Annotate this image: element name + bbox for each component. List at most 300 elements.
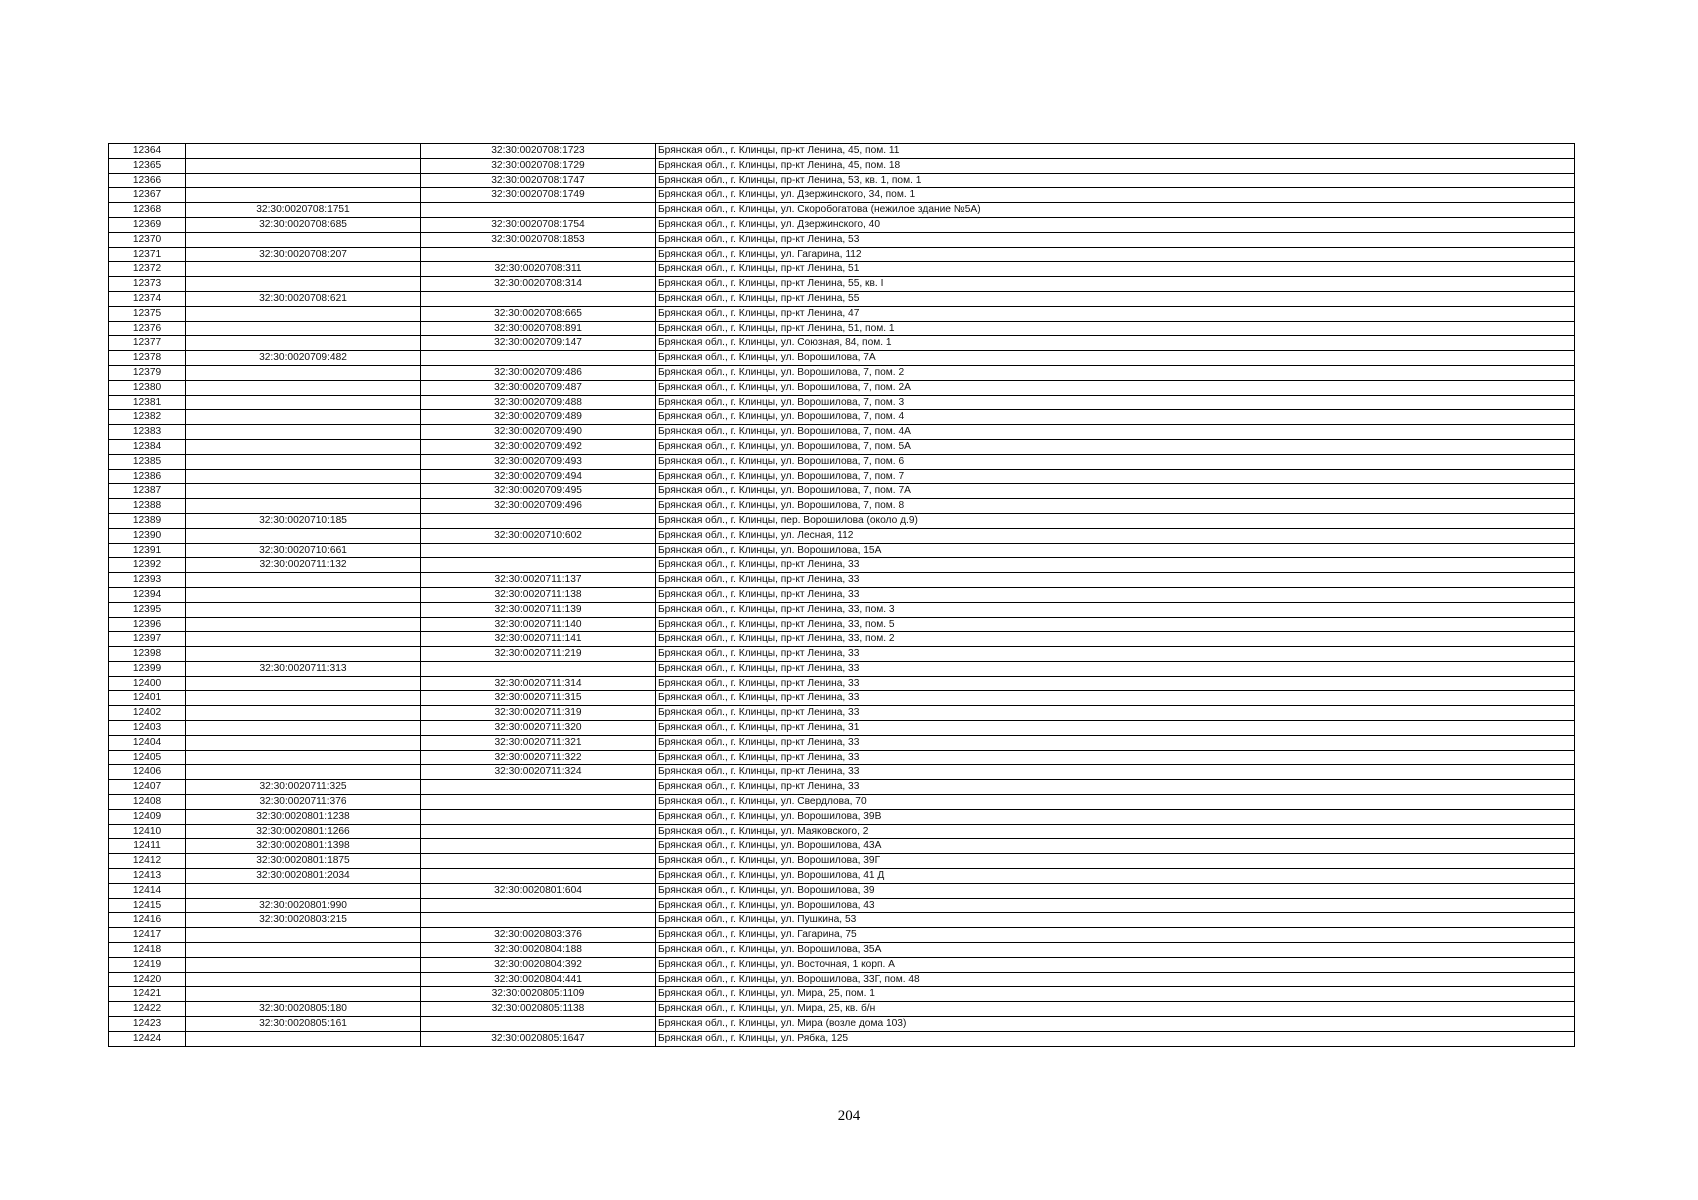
row-number-cell: 12382	[109, 410, 186, 425]
land-cadastral-number-cell	[186, 972, 421, 987]
object-cadastral-number-cell	[421, 795, 656, 810]
land-cadastral-number-cell	[186, 439, 421, 454]
object-cadastral-number-cell: 32:30:0020711:324	[421, 765, 656, 780]
land-cadastral-number-cell	[186, 410, 421, 425]
object-cadastral-number-cell: 32:30:0020711:322	[421, 750, 656, 765]
address-cell: Брянская обл., г. Клинцы, пр-кт Ленина, 53, кв. 1, пом. 1	[656, 173, 1575, 188]
object-cadastral-number-cell: 32:30:0020804:441	[421, 972, 656, 987]
object-cadastral-number-cell: 32:30:0020708:311	[421, 262, 656, 277]
address-cell: Брянская обл., г. Клинцы, пр-кт Ленина, 45, пом. 11	[656, 144, 1575, 159]
land-cadastral-number-cell	[186, 306, 421, 321]
address-cell: Брянская обл., г. Клинцы, пр-кт Ленина, 45, пом. 18	[656, 158, 1575, 173]
address-cell: Брянская обл., г. Клинцы, пр-кт Ленина, 33	[656, 587, 1575, 602]
address-cell: Брянская обл., г. Клинцы, ул. Ворошилова, 43	[656, 898, 1575, 913]
table-row	[109, 454, 1575, 469]
row-number-cell: 12381	[109, 395, 186, 410]
object-cadastral-number-cell: 32:30:0020709:495	[421, 484, 656, 499]
address-cell: Брянская обл., г. Клинцы, ул. Восточная, 1 корп. А	[656, 957, 1575, 972]
row-number-cell: 12396	[109, 617, 186, 632]
address-cell: Брянская обл., г. Клинцы, ул. Дзержинского, 34, пом. 1	[656, 188, 1575, 203]
table-row	[109, 765, 1575, 780]
address-cell: Брянская обл., г. Клинцы, ул. Ворошилова, 7, пом. 5А	[656, 439, 1575, 454]
row-number-cell: 12416	[109, 913, 186, 928]
object-cadastral-number-cell	[421, 291, 656, 306]
table-row	[109, 1017, 1575, 1032]
row-number-cell: 12377	[109, 336, 186, 351]
land-cadastral-number-cell	[186, 277, 421, 292]
land-cadastral-number-cell	[186, 987, 421, 1002]
registry-table	[108, 143, 1575, 1047]
object-cadastral-number-cell: 32:30:0020711:320	[421, 721, 656, 736]
address-cell: Брянская обл., г. Клинцы, пр-кт Ленина, 33	[656, 558, 1575, 573]
row-number-cell: 12423	[109, 1017, 186, 1032]
table-row	[109, 632, 1575, 647]
land-cadastral-number-cell	[186, 691, 421, 706]
table-row	[109, 217, 1575, 232]
row-number-cell: 12391	[109, 543, 186, 558]
land-cadastral-number-cell: 32:30:0020708:207	[186, 247, 421, 262]
row-number-cell: 12394	[109, 587, 186, 602]
row-number-cell: 12384	[109, 439, 186, 454]
table-row	[109, 1002, 1575, 1017]
land-cadastral-number-cell: 32:30:0020711:325	[186, 780, 421, 795]
land-cadastral-number-cell: 32:30:0020801:1266	[186, 824, 421, 839]
row-number-cell: 12419	[109, 957, 186, 972]
table-row	[109, 987, 1575, 1002]
table-row	[109, 735, 1575, 750]
page-number: 204	[837, 1108, 861, 1124]
land-cadastral-number-cell	[186, 883, 421, 898]
address-cell: Брянская обл., г. Клинцы, пр-кт Ленина, 33	[656, 706, 1575, 721]
object-cadastral-number-cell	[421, 203, 656, 218]
object-cadastral-number-cell: 32:30:0020709:487	[421, 380, 656, 395]
row-number-cell: 12408	[109, 795, 186, 810]
land-cadastral-number-cell	[186, 1031, 421, 1046]
land-cadastral-number-cell	[186, 469, 421, 484]
address-cell: Брянская обл., г. Клинцы, ул. Ворошилова, 7, пом. 4	[656, 410, 1575, 425]
address-cell: Брянская обл., г. Клинцы, ул. Ворошилова, 7, пом. 4А	[656, 425, 1575, 440]
table-row	[109, 913, 1575, 928]
object-cadastral-number-cell	[421, 247, 656, 262]
table-row	[109, 395, 1575, 410]
object-cadastral-number-cell	[421, 854, 656, 869]
row-number-cell: 12398	[109, 647, 186, 662]
object-cadastral-number-cell: 32:30:0020711:141	[421, 632, 656, 647]
address-cell: Брянская обл., г. Клинцы, ул. Лесная, 112	[656, 528, 1575, 543]
address-cell: Брянская обл., г. Клинцы, ул. Ворошилова, 7А	[656, 351, 1575, 366]
land-cadastral-number-cell: 32:30:0020801:990	[186, 898, 421, 913]
address-cell: Брянская обл., г. Клинцы, ул. Ворошилова, 39В	[656, 809, 1575, 824]
table-row	[109, 528, 1575, 543]
address-cell: Брянская обл., г. Клинцы, ул. Гагарина, 75	[656, 928, 1575, 943]
address-cell: Брянская обл., г. Клинцы, ул. Ворошилова, 7, пом. 2А	[656, 380, 1575, 395]
land-cadastral-number-cell	[186, 587, 421, 602]
row-number-cell: 12373	[109, 277, 186, 292]
object-cadastral-number-cell	[421, 661, 656, 676]
land-cadastral-number-cell	[186, 499, 421, 514]
table-row	[109, 306, 1575, 321]
row-number-cell: 12410	[109, 824, 186, 839]
table-row	[109, 336, 1575, 351]
land-cadastral-number-cell: 32:30:0020708:685	[186, 217, 421, 232]
table-row	[109, 410, 1575, 425]
table-row	[109, 1031, 1575, 1046]
table-row	[109, 943, 1575, 958]
land-cadastral-number-cell: 32:30:0020708:621	[186, 291, 421, 306]
land-cadastral-number-cell	[186, 602, 421, 617]
land-cadastral-number-cell: 32:30:0020711:132	[186, 558, 421, 573]
object-cadastral-number-cell: 32:30:0020709:489	[421, 410, 656, 425]
table-row	[109, 795, 1575, 810]
table-row	[109, 247, 1575, 262]
address-cell: Брянская обл., г. Клинцы, ул. Ворошилова, 7, пом. 7	[656, 469, 1575, 484]
table-row	[109, 824, 1575, 839]
object-cadastral-number-cell: 32:30:0020805:1138	[421, 1002, 656, 1017]
row-number-cell: 12378	[109, 351, 186, 366]
row-number-cell: 12388	[109, 499, 186, 514]
address-cell: Брянская обл., г. Клинцы, ул. Рябка, 125	[656, 1031, 1575, 1046]
table-row	[109, 750, 1575, 765]
row-number-cell: 12395	[109, 602, 186, 617]
address-cell: Брянская обл., г. Клинцы, пер. Ворошилова (около д.9)	[656, 513, 1575, 528]
row-number-cell: 12417	[109, 928, 186, 943]
row-number-cell: 12406	[109, 765, 186, 780]
address-cell: Брянская обл., г. Клинцы, пр-кт Ленина, 51, пом. 1	[656, 321, 1575, 336]
table-row	[109, 439, 1575, 454]
address-cell: Брянская обл., г. Клинцы, пр-кт Ленина, 33	[656, 750, 1575, 765]
registry-table-body	[109, 144, 1575, 1047]
object-cadastral-number-cell: 32:30:0020804:392	[421, 957, 656, 972]
object-cadastral-number-cell: 32:30:0020711:139	[421, 602, 656, 617]
object-cadastral-number-cell: 32:30:0020708:1749	[421, 188, 656, 203]
row-number-cell: 12389	[109, 513, 186, 528]
land-cadastral-number-cell	[186, 928, 421, 943]
address-cell: Брянская обл., г. Клинцы, ул. Ворошилова, 33Г, пом. 48	[656, 972, 1575, 987]
address-cell: Брянская обл., г. Клинцы, пр-кт Ленина, 33	[656, 691, 1575, 706]
row-number-cell: 12393	[109, 573, 186, 588]
object-cadastral-number-cell: 32:30:0020709:147	[421, 336, 656, 351]
object-cadastral-number-cell: 32:30:0020804:188	[421, 943, 656, 958]
table-row	[109, 484, 1575, 499]
address-cell: Брянская обл., г. Клинцы, ул. Скоробогатова (нежилое здание №5А)	[656, 203, 1575, 218]
address-cell: Брянская обл., г. Клинцы, ул. Ворошилова, 7, пом. 2	[656, 365, 1575, 380]
land-cadastral-number-cell	[186, 365, 421, 380]
object-cadastral-number-cell	[421, 809, 656, 824]
row-number-cell: 12401	[109, 691, 186, 706]
table-row	[109, 869, 1575, 884]
table-row	[109, 321, 1575, 336]
land-cadastral-number-cell	[186, 735, 421, 750]
table-row	[109, 587, 1575, 602]
table-row	[109, 158, 1575, 173]
table-row	[109, 854, 1575, 869]
row-number-cell: 12405	[109, 750, 186, 765]
object-cadastral-number-cell	[421, 824, 656, 839]
land-cadastral-number-cell	[186, 395, 421, 410]
row-number-cell: 12407	[109, 780, 186, 795]
object-cadastral-number-cell: 32:30:0020711:140	[421, 617, 656, 632]
table-row	[109, 883, 1575, 898]
table-row	[109, 188, 1575, 203]
address-cell: Брянская обл., г. Клинцы, ул. Маяковского, 2	[656, 824, 1575, 839]
row-number-cell: 12387	[109, 484, 186, 499]
table-row	[109, 957, 1575, 972]
address-cell: Брянская обл., г. Клинцы, ул. Пушкина, 53	[656, 913, 1575, 928]
row-number-cell: 12399	[109, 661, 186, 676]
address-cell: Брянская обл., г. Клинцы, пр-кт Ленина, 33	[656, 573, 1575, 588]
land-cadastral-number-cell: 32:30:0020801:1238	[186, 809, 421, 824]
table-row	[109, 661, 1575, 676]
address-cell: Брянская обл., г. Клинцы, пр-кт Ленина, 33	[656, 765, 1575, 780]
row-number-cell: 12403	[109, 721, 186, 736]
object-cadastral-number-cell	[421, 869, 656, 884]
object-cadastral-number-cell: 32:30:0020709:490	[421, 425, 656, 440]
object-cadastral-number-cell	[421, 513, 656, 528]
row-number-cell: 12420	[109, 972, 186, 987]
row-number-cell: 12385	[109, 454, 186, 469]
object-cadastral-number-cell: 32:30:0020801:604	[421, 883, 656, 898]
land-cadastral-number-cell	[186, 262, 421, 277]
table-row	[109, 144, 1575, 159]
registry-sheet	[108, 143, 1574, 1047]
land-cadastral-number-cell	[186, 484, 421, 499]
row-number-cell: 12368	[109, 203, 186, 218]
row-number-cell: 12400	[109, 676, 186, 691]
table-row	[109, 203, 1575, 218]
table-row	[109, 676, 1575, 691]
table-row	[109, 617, 1575, 632]
land-cadastral-number-cell	[186, 750, 421, 765]
table-row	[109, 573, 1575, 588]
row-number-cell: 12397	[109, 632, 186, 647]
land-cadastral-number-cell	[186, 632, 421, 647]
land-cadastral-number-cell: 32:30:0020710:661	[186, 543, 421, 558]
row-number-cell: 12421	[109, 987, 186, 1002]
land-cadastral-number-cell: 32:30:0020801:1398	[186, 839, 421, 854]
row-number-cell: 12409	[109, 809, 186, 824]
row-number-cell: 12364	[109, 144, 186, 159]
row-number-cell: 12418	[109, 943, 186, 958]
address-cell: Брянская обл., г. Клинцы, пр-кт Ленина, 33, пом. 3	[656, 602, 1575, 617]
row-number-cell: 12370	[109, 232, 186, 247]
address-cell: Брянская обл., г. Клинцы, ул. Свердлова, 70	[656, 795, 1575, 810]
object-cadastral-number-cell	[421, 839, 656, 854]
address-cell: Брянская обл., г. Клинцы, пр-кт Ленина, 55	[656, 291, 1575, 306]
table-row	[109, 469, 1575, 484]
address-cell: Брянская обл., г. Клинцы, ул. Ворошилова, 35А	[656, 943, 1575, 958]
row-number-cell: 12422	[109, 1002, 186, 1017]
object-cadastral-number-cell: 32:30:0020709:493	[421, 454, 656, 469]
table-row	[109, 839, 1575, 854]
address-cell: Брянская обл., г. Клинцы, пр-кт Ленина, 33	[656, 661, 1575, 676]
address-cell: Брянская обл., г. Клинцы, ул. Мира, 25, кв. б/н	[656, 1002, 1575, 1017]
object-cadastral-number-cell: 32:30:0020803:376	[421, 928, 656, 943]
address-cell: Брянская обл., г. Клинцы, пр-кт Ленина, 51	[656, 262, 1575, 277]
land-cadastral-number-cell	[186, 454, 421, 469]
table-row	[109, 173, 1575, 188]
row-number-cell: 12372	[109, 262, 186, 277]
object-cadastral-number-cell: 32:30:0020709:494	[421, 469, 656, 484]
object-cadastral-number-cell	[421, 543, 656, 558]
table-row	[109, 928, 1575, 943]
address-cell: Брянская обл., г. Клинцы, ул. Ворошилова, 39Г	[656, 854, 1575, 869]
table-row	[109, 380, 1575, 395]
object-cadastral-number-cell: 32:30:0020708:891	[421, 321, 656, 336]
row-number-cell: 12369	[109, 217, 186, 232]
table-row	[109, 706, 1575, 721]
address-cell: Брянская обл., г. Клинцы, ул. Ворошилова, 39	[656, 883, 1575, 898]
object-cadastral-number-cell	[421, 913, 656, 928]
object-cadastral-number-cell	[421, 1017, 656, 1032]
row-number-cell: 12404	[109, 735, 186, 750]
land-cadastral-number-cell	[186, 943, 421, 958]
row-number-cell: 12386	[109, 469, 186, 484]
row-number-cell: 12402	[109, 706, 186, 721]
object-cadastral-number-cell: 32:30:0020711:314	[421, 676, 656, 691]
object-cadastral-number-cell: 32:30:0020711:137	[421, 573, 656, 588]
table-row	[109, 898, 1575, 913]
object-cadastral-number-cell: 32:30:0020805:1647	[421, 1031, 656, 1046]
object-cadastral-number-cell: 32:30:0020708:1853	[421, 232, 656, 247]
row-number-cell: 12374	[109, 291, 186, 306]
address-cell: Брянская обл., г. Клинцы, пр-кт Ленина, 33	[656, 676, 1575, 691]
row-number-cell: 12413	[109, 869, 186, 884]
address-cell: Брянская обл., г. Клинцы, ул. Союзная, 84, пом. 1	[656, 336, 1575, 351]
address-cell: Брянская обл., г. Клинцы, ул. Мира, 25, пом. 1	[656, 987, 1575, 1002]
table-row	[109, 558, 1575, 573]
row-number-cell: 12365	[109, 158, 186, 173]
row-number-cell: 12379	[109, 365, 186, 380]
row-number-cell: 12390	[109, 528, 186, 543]
land-cadastral-number-cell	[186, 706, 421, 721]
row-number-cell: 12375	[109, 306, 186, 321]
land-cadastral-number-cell: 32:30:0020801:1875	[186, 854, 421, 869]
row-number-cell: 12367	[109, 188, 186, 203]
land-cadastral-number-cell: 32:30:0020711:313	[186, 661, 421, 676]
table-row	[109, 351, 1575, 366]
row-number-cell: 12412	[109, 854, 186, 869]
object-cadastral-number-cell: 32:30:0020710:602	[421, 528, 656, 543]
land-cadastral-number-cell	[186, 144, 421, 159]
object-cadastral-number-cell: 32:30:0020708:314	[421, 277, 656, 292]
object-cadastral-number-cell: 32:30:0020708:665	[421, 306, 656, 321]
land-cadastral-number-cell	[186, 425, 421, 440]
row-number-cell: 12392	[109, 558, 186, 573]
address-cell: Брянская обл., г. Клинцы, ул. Ворошилова, 7, пом. 6	[656, 454, 1575, 469]
row-number-cell: 12376	[109, 321, 186, 336]
address-cell: Брянская обл., г. Клинцы, пр-кт Ленина, 55, кв. I	[656, 277, 1575, 292]
address-cell: Брянская обл., г. Клинцы, ул. Ворошилова, 7, пом. 3	[656, 395, 1575, 410]
table-row	[109, 809, 1575, 824]
table-row	[109, 647, 1575, 662]
table-row	[109, 602, 1575, 617]
land-cadastral-number-cell	[186, 957, 421, 972]
object-cadastral-number-cell: 32:30:0020711:219	[421, 647, 656, 662]
table-row	[109, 972, 1575, 987]
land-cadastral-number-cell	[186, 336, 421, 351]
object-cadastral-number-cell: 32:30:0020708:1754	[421, 217, 656, 232]
table-row	[109, 365, 1575, 380]
address-cell: Брянская обл., г. Клинцы, ул. Ворошилова, 41 Д	[656, 869, 1575, 884]
address-cell: Брянская обл., г. Клинцы, ул. Ворошилова, 43А	[656, 839, 1575, 854]
address-cell: Брянская обл., г. Клинцы, пр-кт Ленина, 31	[656, 721, 1575, 736]
address-cell: Брянская обл., г. Клинцы, ул. Ворошилова, 7, пом. 8	[656, 499, 1575, 514]
address-cell: Брянская обл., г. Клинцы, пр-кт Ленина, 53	[656, 232, 1575, 247]
land-cadastral-number-cell	[186, 528, 421, 543]
object-cadastral-number-cell: 32:30:0020711:138	[421, 587, 656, 602]
land-cadastral-number-cell	[186, 380, 421, 395]
land-cadastral-number-cell	[186, 321, 421, 336]
row-number-cell: 12415	[109, 898, 186, 913]
object-cadastral-number-cell: 32:30:0020709:488	[421, 395, 656, 410]
table-row	[109, 513, 1575, 528]
address-cell: Брянская обл., г. Клинцы, пр-кт Ленина, 47	[656, 306, 1575, 321]
land-cadastral-number-cell: 32:30:0020805:180	[186, 1002, 421, 1017]
table-row	[109, 232, 1575, 247]
land-cadastral-number-cell: 32:30:0020708:1751	[186, 203, 421, 218]
object-cadastral-number-cell: 32:30:0020711:321	[421, 735, 656, 750]
land-cadastral-number-cell	[186, 765, 421, 780]
row-number-cell: 12411	[109, 839, 186, 854]
object-cadastral-number-cell: 32:30:0020709:496	[421, 499, 656, 514]
address-cell: Брянская обл., г. Клинцы, ул. Мира (возле дома 103)	[656, 1017, 1575, 1032]
address-cell: Брянская обл., г. Клинцы, пр-кт Ленина, 33, пом. 2	[656, 632, 1575, 647]
object-cadastral-number-cell	[421, 898, 656, 913]
land-cadastral-number-cell: 32:30:0020709:482	[186, 351, 421, 366]
land-cadastral-number-cell	[186, 617, 421, 632]
land-cadastral-number-cell	[186, 573, 421, 588]
land-cadastral-number-cell: 32:30:0020711:376	[186, 795, 421, 810]
object-cadastral-number-cell: 32:30:0020711:315	[421, 691, 656, 706]
land-cadastral-number-cell	[186, 721, 421, 736]
address-cell: Брянская обл., г. Клинцы, ул. Ворошилова, 7, пом. 7А	[656, 484, 1575, 499]
row-number-cell: 12371	[109, 247, 186, 262]
table-row	[109, 277, 1575, 292]
land-cadastral-number-cell: 32:30:0020803:215	[186, 913, 421, 928]
table-row	[109, 499, 1575, 514]
object-cadastral-number-cell: 32:30:0020708:1723	[421, 144, 656, 159]
table-row	[109, 721, 1575, 736]
object-cadastral-number-cell	[421, 780, 656, 795]
object-cadastral-number-cell: 32:30:0020709:486	[421, 365, 656, 380]
land-cadastral-number-cell	[186, 188, 421, 203]
table-row	[109, 262, 1575, 277]
land-cadastral-number-cell: 32:30:0020805:161	[186, 1017, 421, 1032]
object-cadastral-number-cell: 32:30:0020711:319	[421, 706, 656, 721]
land-cadastral-number-cell	[186, 173, 421, 188]
table-row	[109, 780, 1575, 795]
table-row	[109, 691, 1575, 706]
object-cadastral-number-cell	[421, 351, 656, 366]
land-cadastral-number-cell: 32:30:0020710:185	[186, 513, 421, 528]
address-cell: Брянская обл., г. Клинцы, пр-кт Ленина, 33	[656, 735, 1575, 750]
object-cadastral-number-cell: 32:30:0020708:1747	[421, 173, 656, 188]
table-row	[109, 425, 1575, 440]
row-number-cell: 12414	[109, 883, 186, 898]
address-cell: Брянская обл., г. Клинцы, ул. Гагарина, 112	[656, 247, 1575, 262]
address-cell: Брянская обл., г. Клинцы, пр-кт Ленина, 33, пом. 5	[656, 617, 1575, 632]
land-cadastral-number-cell	[186, 232, 421, 247]
object-cadastral-number-cell: 32:30:0020708:1729	[421, 158, 656, 173]
table-row	[109, 291, 1575, 306]
address-cell: Брянская обл., г. Клинцы, пр-кт Ленина, 33	[656, 780, 1575, 795]
object-cadastral-number-cell: 32:30:0020805:1109	[421, 987, 656, 1002]
land-cadastral-number-cell	[186, 676, 421, 691]
object-cadastral-number-cell: 32:30:0020709:492	[421, 439, 656, 454]
address-cell: Брянская обл., г. Клинцы, ул. Дзержинского, 40	[656, 217, 1575, 232]
address-cell: Брянская обл., г. Клинцы, ул. Ворошилова, 15А	[656, 543, 1575, 558]
row-number-cell: 12424	[109, 1031, 186, 1046]
